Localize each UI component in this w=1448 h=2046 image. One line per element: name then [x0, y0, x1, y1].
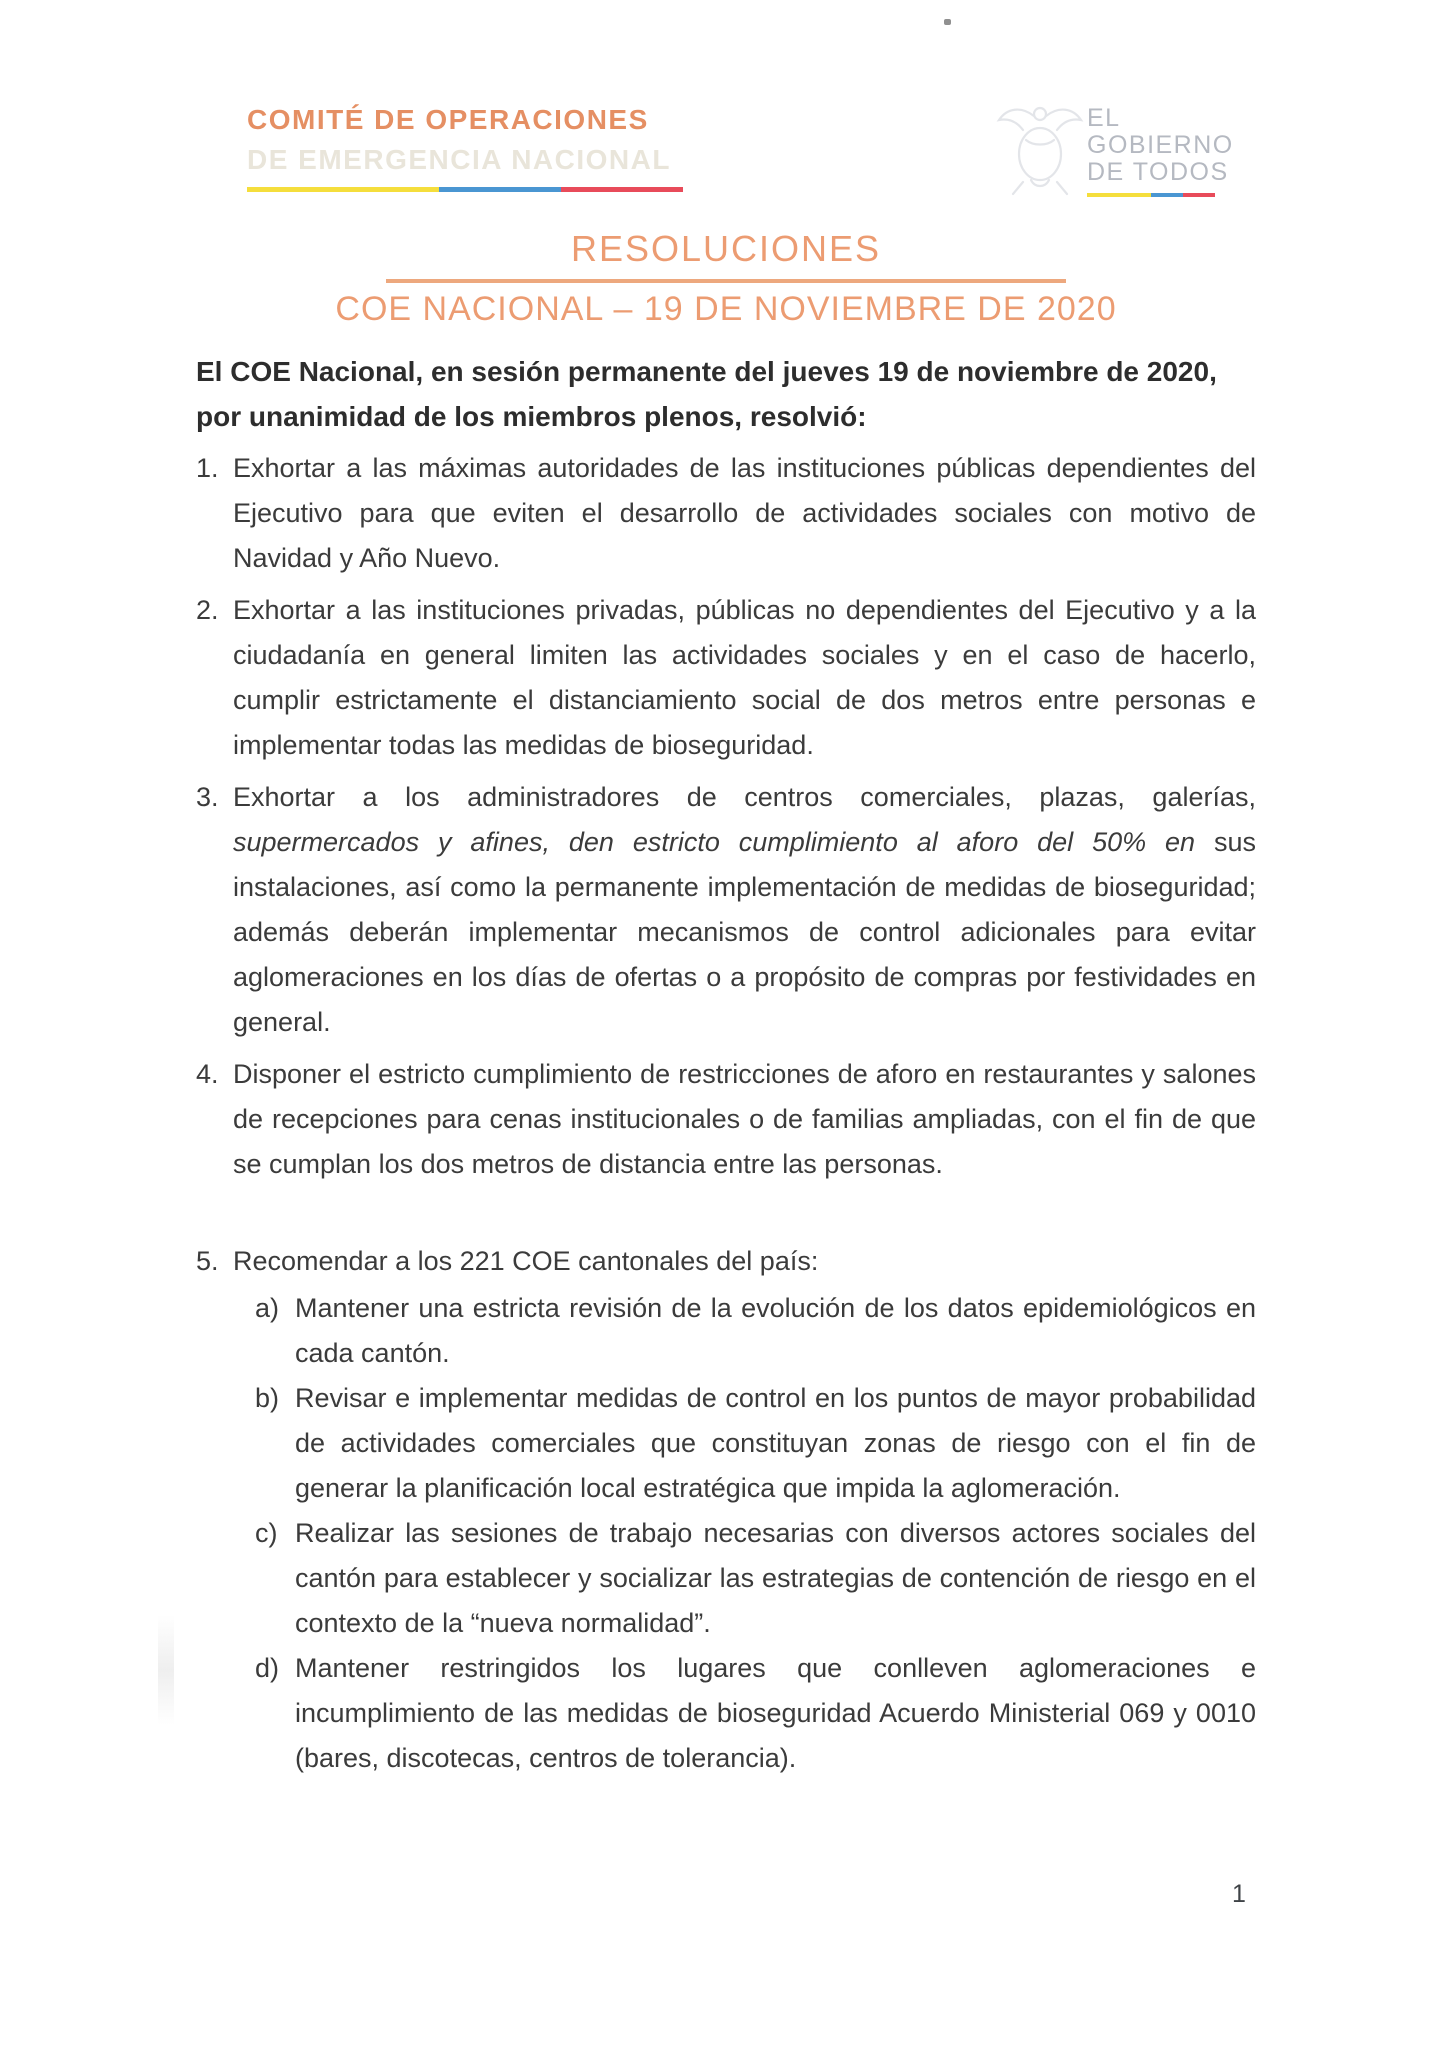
gov-flag-bar: [1087, 193, 1215, 197]
document-subtitle: COE NACIONAL – 19 DE NOVIEMBRE DE 2020: [335, 290, 1117, 328]
subitem-text: Mantener una estricta revisión de la evolución de los datos epidemiológicos en cada cantón.: [295, 1293, 1256, 1368]
resolution-text: Disponer el estricto cumplimiento de restricciones de aforo en restaurantes y salones de recepciones para cenas institucionales o de familias ampliadas, con el fin de que se cumplan los dos metros de distancia entre las personas.: [233, 1059, 1256, 1179]
resolution-text: Exhortar a las instituciones privadas, públicas no dependientes del Ejecutivo y a la ciudadanía en general limiten las actividades sociales y en el caso de hacerlo, cumplir estrictamente el distanciamiento social de dos metros entre personas e implementar todas las medidas de bioseguridad.: [233, 595, 1256, 760]
subitem-text: Revisar e implementar medidas de control en los puntos de mayor probabilidad de actividades comerciales que constituyan zonas de riesgo con el fin de generar la planificación local estratégica que impida la aglomeración.: [295, 1383, 1256, 1503]
subitem-a: [255, 1286, 1256, 1376]
gov-logo-line2: GOBIERNO: [1087, 131, 1234, 159]
page-number: 1: [1232, 1880, 1246, 1908]
resolution-number: 5.: [196, 1246, 219, 1276]
flag-blue-segment: [439, 187, 561, 192]
flag-blue-segment: [1151, 193, 1183, 197]
title-underline: [386, 279, 1066, 283]
subitem-d: [255, 1646, 1256, 1781]
gov-logo: [993, 96, 1234, 200]
subitem-letter: d): [255, 1653, 280, 1683]
resolution-text: [233, 775, 1256, 1045]
resolution-number: 4.: [196, 1059, 219, 1089]
resolution-number: 3.: [196, 782, 219, 812]
intro-paragraph: El COE Nacional, en sesión permanente del jueves 19 de noviembre de 2020, por unanimidad de los miembros plenos, resolvió:: [196, 356, 1217, 432]
resolution-text: Recomendar a los 221 COE cantonales del país:: [233, 1246, 819, 1276]
subitem-text: Mantener restringidos los lugares que conlleven aglomeraciones e incumplimiento de las medidas de bioseguridad Acuerdo Ministerial 069 y 0010 (bares, discotecas, centros de tolerancia).: [295, 1653, 1256, 1773]
gov-logo-line1: EL: [1087, 104, 1121, 132]
document-title: RESOLUCIONES: [570, 228, 882, 269]
subitem-letter: a): [255, 1293, 280, 1323]
gov-logo-text: [1087, 96, 1234, 197]
subitem-c: [255, 1511, 1256, 1646]
resolution-number: 1.: [196, 453, 219, 483]
header: [247, 104, 683, 192]
resolution-item-2: [196, 588, 1256, 768]
flag-red-segment: [561, 187, 683, 192]
flag-yellow-segment: [1087, 193, 1151, 197]
resolution-number: 2.: [196, 595, 219, 625]
org-name-line2: DE EMERGENCIA NACIONAL: [247, 144, 671, 175]
resolution-text: Exhortar a las máximas autoridades de las instituciones públicas dependientes del Ejecutivo para que eviten el desarrollo de actividades sociales con motivo de Navidad y Año Nuevo.: [233, 453, 1256, 573]
resolution-text-post: sus instalaciones, así como la permanente implementación de medidas de bioseguridad; además deberán implementar mecanismos de control adicionales para evitar aglomeraciones en los días de ofertas o a propósito de compras por festividades en general.: [233, 827, 1256, 1037]
org-name-line1: COMITÉ DE OPERACIONES: [247, 104, 649, 135]
flag-yellow-segment: [247, 187, 439, 192]
document-content: [196, 229, 1256, 1781]
scan-speck: [944, 19, 951, 25]
resolution-item-5: [196, 1239, 1256, 1284]
resolution-item-3: [196, 775, 1256, 1045]
crest-icon: [993, 96, 1087, 200]
subitem-letter: b): [255, 1383, 280, 1413]
subitem-b: [255, 1376, 1256, 1511]
resolution-item-4: [196, 1052, 1256, 1187]
resolution-item-1: [196, 446, 1256, 581]
subitem-letter: c): [255, 1518, 278, 1548]
subitem-text: Realizar las sesiones de trabajo necesarias con diversos actores sociales del cantón para establecer y socializar las estrategias de contención de riesgo en el contexto de la “nueva normalidad”.: [295, 1518, 1256, 1638]
resolution-text-pre: Exhortar a los administradores de centros comerciales, plazas, galerías,: [233, 782, 1256, 812]
resolution-5-sublist: [196, 1286, 1256, 1781]
scan-smudge: [158, 1615, 174, 1725]
flag-bar: [247, 187, 683, 192]
resolution-text-italic: supermercados y afines, den estricto cumplimiento al aforo del 50% en: [233, 827, 1214, 857]
flag-red-segment: [1183, 193, 1215, 197]
gov-logo-line3: DE TODOS: [1087, 158, 1229, 186]
